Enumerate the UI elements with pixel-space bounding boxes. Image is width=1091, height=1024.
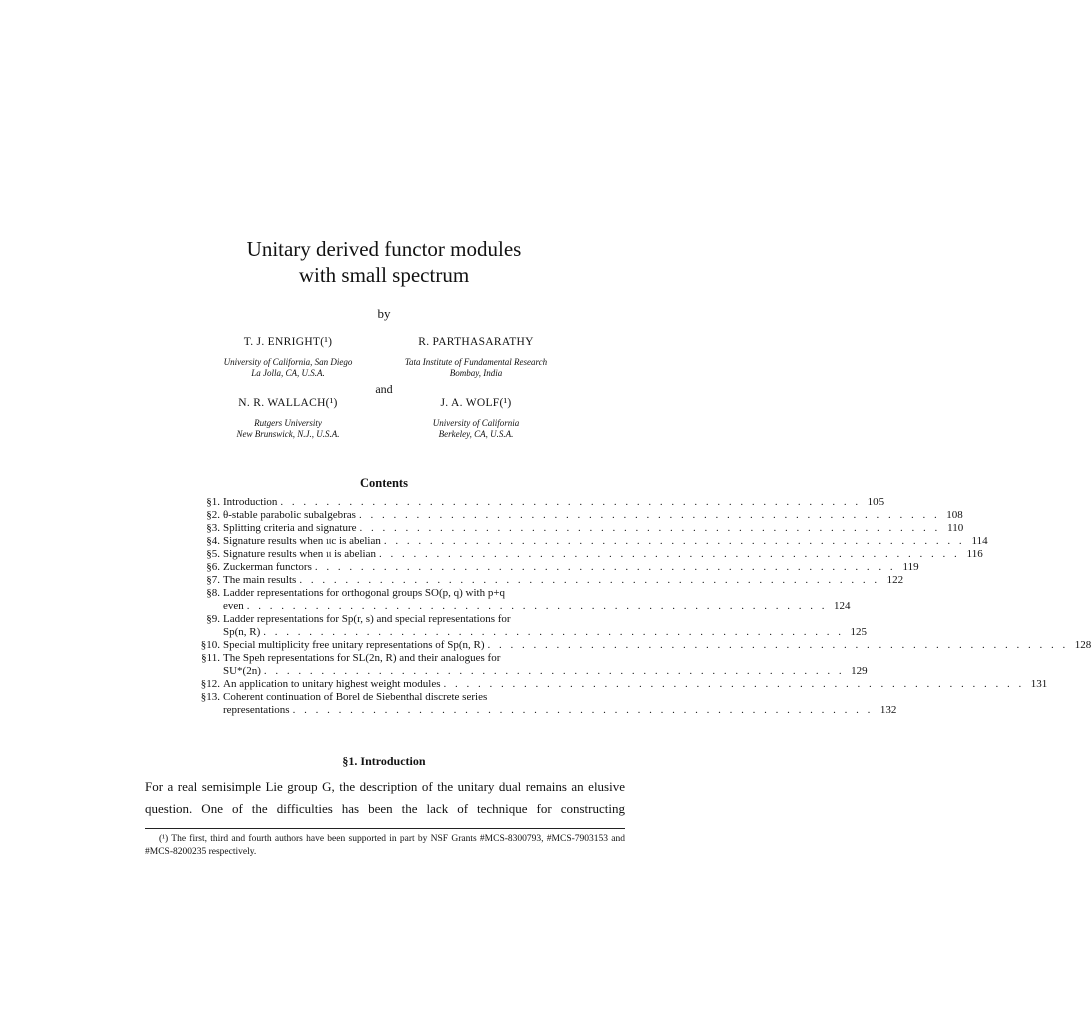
author-affiliation bbox=[188, 418, 388, 440]
toc-entry bbox=[180, 496, 885, 509]
toc-title-line bbox=[223, 626, 867, 639]
toc-title: The main results bbox=[223, 574, 297, 586]
toc-section-number: §7. bbox=[206, 574, 220, 586]
toc-title-line bbox=[223, 574, 903, 587]
toc-page-number: 124 bbox=[834, 600, 851, 612]
toc-leader-dots bbox=[360, 522, 941, 535]
section-heading: §1. Introduction bbox=[342, 754, 426, 768]
toc-entry-body bbox=[223, 652, 868, 678]
toc-page-number: 114 bbox=[971, 535, 988, 547]
footnote-divider bbox=[145, 828, 625, 829]
toc-page-number: 122 bbox=[886, 574, 904, 586]
toc-title: Special multiplicity free unitary representations of Sp(n, R) bbox=[223, 639, 485, 651]
toc-title: Signature results when 𝔲c is abelian bbox=[223, 535, 381, 547]
toc-entry bbox=[180, 652, 868, 678]
toc-leader-dots bbox=[315, 561, 896, 574]
affiliation-line: Berkeley, CA, U.S.A. bbox=[438, 429, 514, 439]
toc-entry-body bbox=[223, 574, 903, 587]
toc-title-line bbox=[223, 522, 963, 535]
author-affiliation bbox=[376, 357, 576, 379]
toc-entry-body bbox=[223, 678, 1047, 691]
affiliation-line: Rutgers University bbox=[254, 418, 322, 428]
title-line-1: Unitary derived functor modules bbox=[246, 237, 522, 261]
author-name: J. A. WOLF(¹) bbox=[440, 397, 512, 409]
toc-title: Zuckerman functors bbox=[223, 561, 312, 573]
toc-title: θ-stable parabolic subalgebras bbox=[223, 509, 356, 521]
toc-entry bbox=[180, 587, 851, 613]
toc-entry-body bbox=[223, 509, 963, 522]
toc-title: even bbox=[223, 600, 244, 612]
toc-leader-dots bbox=[299, 574, 880, 587]
author-name: R. PARTHASARATHY bbox=[418, 336, 534, 348]
toc-section-number: §2. bbox=[206, 509, 220, 521]
toc-entry bbox=[180, 535, 988, 548]
toc-entry bbox=[180, 639, 1091, 652]
author-parthasarathy bbox=[376, 336, 576, 379]
toc-title-line bbox=[223, 600, 851, 613]
toc-entry-body bbox=[223, 691, 896, 717]
toc-page-number: 108 bbox=[946, 509, 963, 521]
toc-entry-body bbox=[223, 522, 963, 535]
toc-leader-dots bbox=[384, 535, 965, 548]
toc-title-line: Coherent continuation of Borel de Siebenthal discrete series bbox=[223, 691, 488, 703]
affiliation-line: Bombay, India bbox=[449, 368, 503, 378]
toc-title: Splitting criteria and signature bbox=[223, 522, 357, 534]
toc-page-number: 131 bbox=[1030, 678, 1048, 690]
author-enright bbox=[188, 336, 388, 379]
toc-title: An application to unitary highest weight modules bbox=[223, 678, 441, 690]
paper-title bbox=[0, 236, 768, 288]
toc-leader-dots bbox=[293, 704, 874, 717]
toc-leader-dots bbox=[488, 639, 1069, 652]
table-of-contents bbox=[180, 496, 1091, 717]
footnote: (¹) The first, third and fourth authors have been supported in part by NSF Grants #MCS-8300793, #MCS-7903153 and #MCS-8200235 respectively. bbox=[145, 834, 625, 857]
toc-page-number: 125 bbox=[850, 626, 868, 638]
toc-leader-dots bbox=[280, 496, 861, 509]
toc-entry bbox=[180, 522, 964, 535]
toc-entry bbox=[180, 613, 868, 639]
toc-entry-body bbox=[223, 561, 919, 574]
affiliation-line: Tata Institute of Fundamental Research bbox=[404, 357, 548, 367]
toc-page-number: 116 bbox=[966, 548, 983, 560]
toc-entry bbox=[180, 561, 919, 574]
author-wolf bbox=[376, 397, 576, 440]
toc-leader-dots bbox=[263, 626, 844, 639]
toc-title: Signature results when 𝔲 is abelian bbox=[223, 548, 376, 560]
toc-section-number: §9. bbox=[206, 613, 220, 625]
toc-entry bbox=[180, 574, 904, 587]
author-affiliation bbox=[188, 357, 388, 379]
toc-entry-body bbox=[223, 535, 988, 548]
toc-page-number: 119 bbox=[902, 561, 919, 573]
toc-section-number: §12. bbox=[200, 678, 220, 690]
toc-entry-body bbox=[223, 639, 1091, 652]
toc-title-line bbox=[223, 509, 963, 522]
toc-title-line bbox=[223, 496, 884, 509]
toc-entry bbox=[180, 691, 897, 717]
toc-section-number: §10. bbox=[200, 639, 220, 651]
toc-title: representations bbox=[223, 704, 290, 716]
toc-leader-dots bbox=[247, 600, 828, 613]
affiliation-line: New Brunswick, N.J., U.S.A. bbox=[236, 429, 340, 439]
toc-page-number: 105 bbox=[867, 496, 885, 508]
and-label: and bbox=[375, 382, 393, 396]
toc-entry bbox=[180, 509, 963, 522]
author-name: N. R. WALLACH(¹) bbox=[238, 397, 338, 409]
toc-section-number: §13. bbox=[200, 691, 220, 703]
toc-title-line bbox=[223, 704, 896, 717]
toc-section-number: §8. bbox=[206, 587, 220, 599]
toc-title: Introduction bbox=[223, 496, 278, 508]
toc-entry-body bbox=[223, 496, 884, 509]
toc-leader-dots bbox=[379, 548, 960, 561]
toc-title-line: Ladder representations for Sp(r, s) and special representations for bbox=[223, 613, 511, 625]
toc-page-number: 129 bbox=[851, 665, 868, 677]
toc-section-number: §4. bbox=[206, 535, 220, 547]
toc-entry bbox=[180, 548, 983, 561]
toc-title-line bbox=[223, 678, 1047, 691]
toc-entry-body bbox=[223, 613, 867, 639]
affiliation-line: University of California bbox=[432, 418, 520, 428]
toc-section-number: §11. bbox=[201, 652, 220, 664]
toc-title: Sp(n, R) bbox=[223, 626, 261, 638]
affiliation-line: University of California, San Diego bbox=[223, 357, 353, 367]
toc-entry-body bbox=[223, 587, 851, 613]
toc-title-line bbox=[223, 561, 919, 574]
author-name: T. J. ENRIGHT(¹) bbox=[243, 336, 333, 348]
body-paragraph: For a real semisimple Lie group G, the description of the unitary dual remains an elusive question. One of the difficulties has been the lack of technique for constructing bbox=[145, 779, 625, 816]
title-line-2: with small spectrum bbox=[298, 263, 470, 287]
contents-heading: Contents bbox=[360, 476, 408, 490]
by-label: by bbox=[377, 306, 391, 321]
affiliation-line: La Jolla, CA, U.S.A. bbox=[251, 368, 325, 378]
author-wallach bbox=[188, 397, 388, 440]
toc-title-line: The Speh representations for SL(2n, R) and their analogues for bbox=[223, 652, 501, 664]
toc-page-number: 110 bbox=[947, 522, 964, 534]
toc-entry bbox=[180, 678, 1048, 691]
toc-section-number: §6. bbox=[206, 561, 220, 573]
toc-section-number: §1. bbox=[206, 496, 220, 508]
toc-page-number: 132 bbox=[879, 704, 897, 716]
toc-title-line bbox=[223, 639, 1091, 652]
toc-leader-dots bbox=[444, 678, 1025, 691]
toc-entry-body bbox=[223, 548, 983, 561]
toc-title-line bbox=[223, 665, 868, 678]
toc-section-number: §3. bbox=[206, 522, 220, 534]
author-affiliation bbox=[376, 418, 576, 440]
toc-title-line bbox=[223, 548, 983, 561]
toc-section-number: §5. bbox=[206, 548, 220, 560]
toc-page-number: 128 bbox=[1074, 639, 1091, 651]
toc-leader-dots bbox=[359, 509, 940, 522]
toc-leader-dots bbox=[264, 665, 845, 678]
toc-title-line bbox=[223, 535, 988, 548]
toc-title: SU*(2n) bbox=[223, 665, 261, 677]
toc-title-line: Ladder representations for orthogonal groups SO(p, q) with p+q bbox=[223, 587, 506, 599]
